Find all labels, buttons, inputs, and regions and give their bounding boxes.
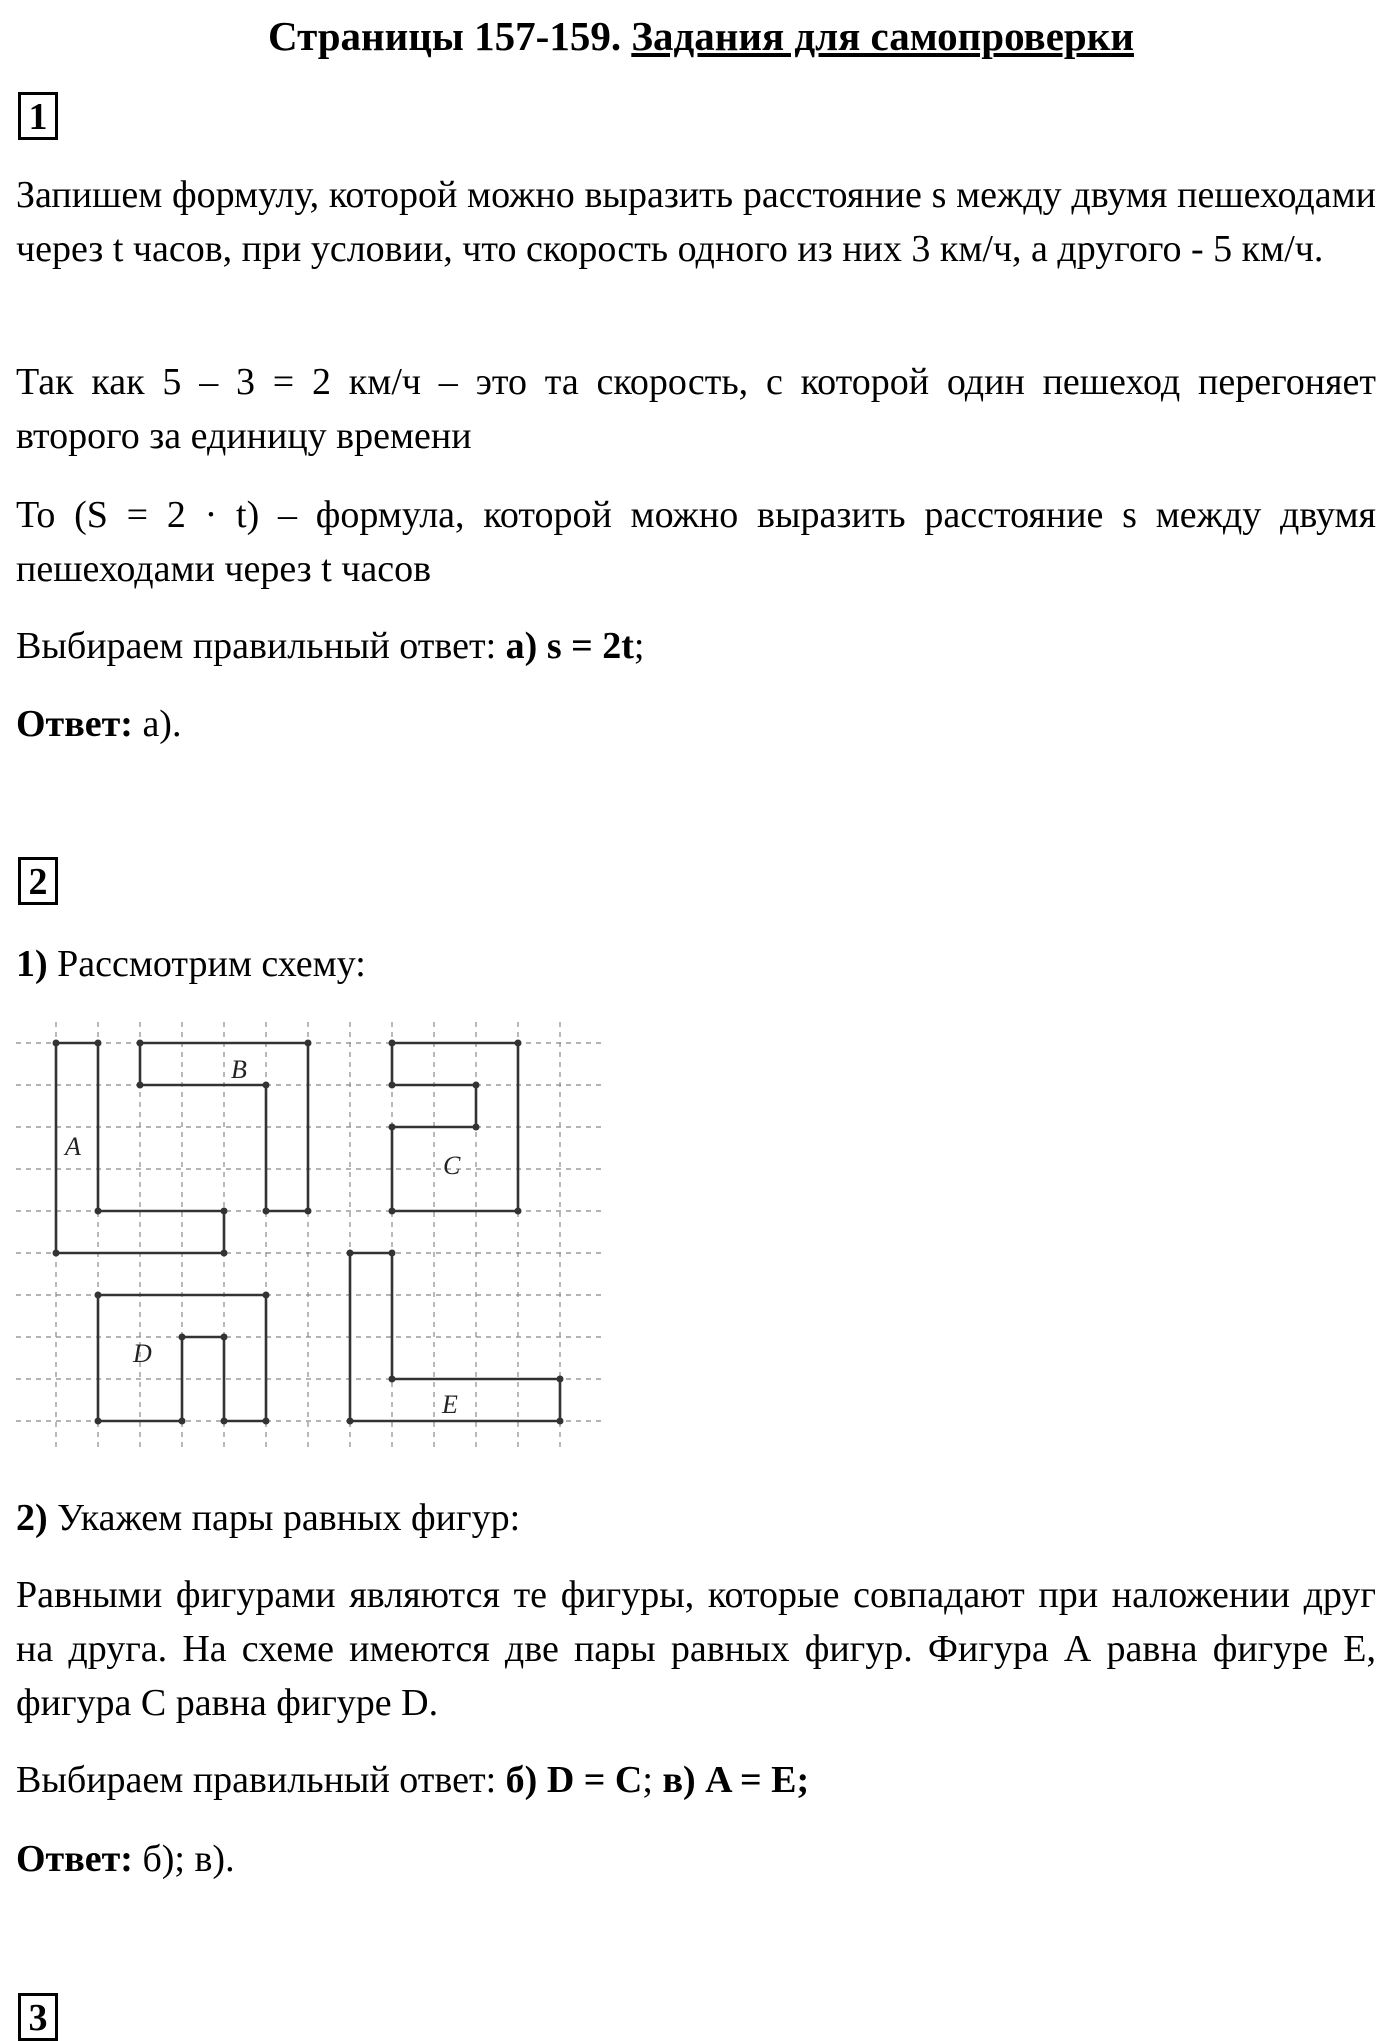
task2-step-1-text: Рассмотрим схему: bbox=[47, 943, 366, 985]
task1-answer-label: Ответ: bbox=[16, 703, 133, 745]
task2-answer-value: б); в). bbox=[132, 1838, 235, 1880]
task2-step-2-label: 2) bbox=[16, 1497, 48, 1539]
figure-label-c: C bbox=[443, 1151, 461, 1180]
title-pages: Страницы 157-159. bbox=[268, 13, 622, 59]
title-section: Задания для самопроверки bbox=[631, 13, 1134, 59]
task2-choice-b: б) D = C bbox=[505, 1759, 643, 1801]
task2-choice-prefix: Выбираем правильный ответ: bbox=[16, 1759, 506, 1801]
task1-answer-value: а). bbox=[132, 703, 182, 745]
task2-answer bbox=[16, 1832, 1376, 1886]
task2-answer-label: Ответ: bbox=[16, 1838, 133, 1880]
task2-step-2-text: Укажем пары равных фигур: bbox=[47, 1497, 521, 1539]
task2-paragraph-1: Равными фигурами являются те фигуры, которые совпадают при наложении друг на друга. На схеме имеются две пары равных фигур. Фигура А равна фигуре Е, фигура С равна фигуре D. bbox=[16, 1574, 1376, 1724]
task1-paragraph-2: Так как 5 – 3 = 2 км/ч – это та скорость, с которой один пешеход перегоняет второго за единицу времени bbox=[16, 361, 1376, 457]
task-number-2: 2 bbox=[18, 857, 58, 905]
figure-label-b: B bbox=[231, 1055, 247, 1084]
task-number-3: 3 bbox=[18, 1993, 58, 2041]
page-title bbox=[16, 12, 1386, 60]
task2-choice-sep: ; bbox=[642, 1759, 663, 1801]
figure-label-a: A bbox=[65, 1132, 81, 1161]
task2-choice-v: в) A = E; bbox=[662, 1759, 810, 1801]
task-number-1: 1 bbox=[18, 92, 58, 140]
task2-step-2 bbox=[16, 1491, 1376, 1545]
task2-step-1-label: 1) bbox=[16, 943, 48, 985]
task1-choice-answer: а) s = 2t bbox=[505, 625, 634, 667]
task1-choice-prefix: Выбираем правильный ответ: bbox=[16, 625, 506, 667]
task1-answer bbox=[16, 697, 1376, 751]
task1-paragraph-1: Запишем формулу, которой можно выразить расстояние s между двумя пешеходами через t часов, при условии, что скорость одного из них 3 км/ч, а другого - 5 км/ч. bbox=[16, 174, 1376, 270]
figures-grid-diagram bbox=[16, 1022, 616, 1462]
task1-paragraph-3: То (S = 2 · t) – формула, которой можно выразить расстояние s между двумя пешеходами через t часов bbox=[16, 494, 1376, 590]
task2-step-1 bbox=[16, 937, 1376, 991]
figure-label-e: E bbox=[442, 1390, 458, 1419]
figure-label-d: D bbox=[133, 1339, 152, 1368]
task1-choice bbox=[16, 619, 1376, 673]
task2-choice bbox=[16, 1753, 1376, 1807]
task1-choice-suffix: ; bbox=[633, 625, 645, 667]
